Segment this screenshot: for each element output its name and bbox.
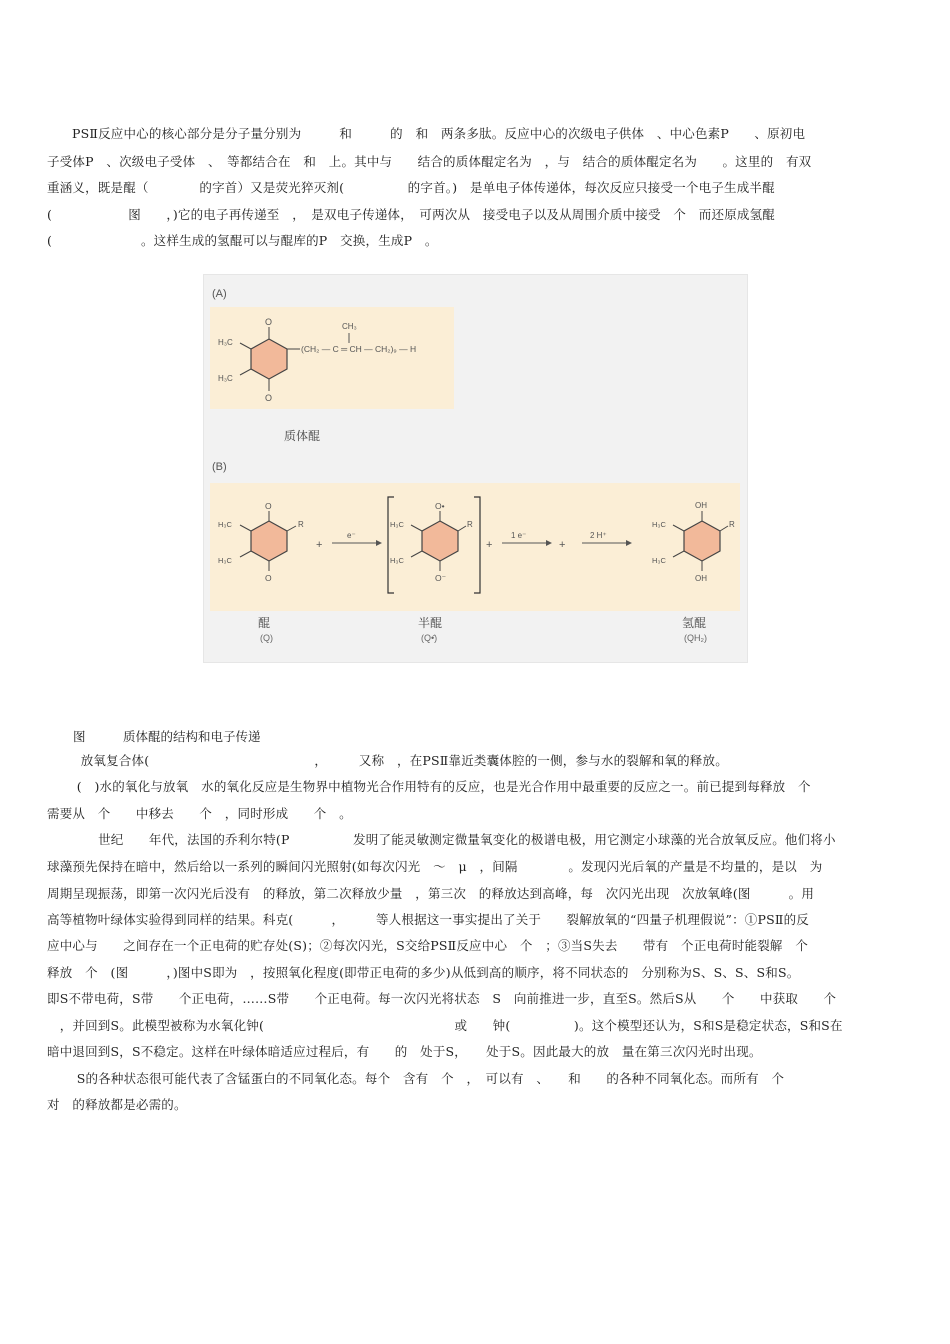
sq-h3c-2: H₃C: [390, 556, 404, 565]
pq-name: 质体醌: [284, 429, 321, 443]
text-line-bottom-2: ( )水的氧化与放氧 水的氧化反应是生物界中植物光合作用特有的反应，也是光合作用中最重要的反应之一。前已提到每释放 个: [64, 779, 811, 794]
text-line-bottom-5: 球藻预先保持在暗中，然后给以一系列的瞬间闪光照射(如每次闪光 ～ μ ，间隔 。发现闪光后氧的产量是不均量的，是以 为: [47, 859, 823, 874]
figure-svg: [204, 275, 747, 662]
text-line-bottom-11: ，并回到S。此模型被称为水氧化钟( 或 钟( )。这个模型还认为，S和S是稳定状态，S和S在: [47, 1018, 843, 1033]
text-line-top-5: ( 。这样生成的氢醌可以与醌库的P 交换，生成P 。: [47, 233, 438, 248]
pq-o-top: O: [265, 317, 273, 327]
qh2-name: 氢醌: [682, 616, 707, 630]
panel-a-label: (A): [212, 288, 227, 300]
arrow-1e-label: 1 e⁻: [511, 531, 527, 540]
sq-name: 半醌: [418, 616, 443, 630]
q-r: R: [298, 520, 304, 529]
pq-o-bottom: O: [265, 393, 273, 403]
q-h3c-2: H₃C: [218, 556, 232, 565]
text-line-bottom-7: 高等植物叶绿体实验得到同样的结果。科克( ， 等人根据这一事实提出了关于 裂解放氧的“四量子机理假说”：①PSⅡ的反: [47, 912, 809, 927]
pq-h3c-2: H₃C: [218, 374, 233, 383]
qh2-h3c-2: H₃C: [652, 556, 666, 565]
sq-h3c-1: H₃C: [390, 520, 404, 529]
text-line-top-1: PSⅡ反应中心的核心部分是分子量分别为 和 的 和 两条多肽。反应中心的次级电子供体 、中心色素P 、原初电: [72, 126, 806, 141]
arrow-e-label: e⁻: [347, 531, 356, 540]
figure-plastoquinone: [203, 274, 748, 663]
q-h3c-1: H₃C: [218, 520, 232, 529]
text-line-bottom-1: 放氧复合体( ， 又称 ，在PSⅡ靠近类囊体腔的一侧，参与水的裂解和氧的释放。: [68, 753, 728, 768]
q-name: 醌: [258, 616, 271, 630]
sq-o-radical: O•: [435, 501, 445, 511]
text-line-bottom-12: 暗中退回到S，S不稳定。这样在叶绿体暗适应过程后，有 的 处于S， 处于S。因此最大的放 量在第三次闪光时出现。: [47, 1044, 762, 1059]
pq-h3c-1: H₃C: [218, 338, 233, 347]
sq-abbr: (Q•̄): [421, 633, 438, 643]
qh2-h3c-1: H₃C: [652, 520, 666, 529]
qh2-r: R: [729, 520, 735, 529]
text-line-bottom-13: S的各种状态很可能代表了含锰蛋白的不同氧化态。每个 含有 个 ， 可以有 、 和 的各种不同氧化态。而所有 个: [64, 1071, 785, 1086]
qh2-abbr: (QH₂): [684, 633, 707, 643]
text-line-bottom-10: 即S不带电荷，S带 个正电荷，……S带 个正电荷。每一次闪光将状态 S 向前推进一步，直至S。然后S从 个 中获取 个: [47, 991, 837, 1006]
arrow-2h-label: 2 H⁺: [590, 531, 607, 540]
q-o-bottom: O: [265, 573, 272, 583]
figure-caption: 图 质体醌的结构和电子传递: [73, 729, 261, 744]
sq-r: R: [467, 520, 473, 529]
q-abbr: (Q): [260, 633, 273, 643]
panel-b-label: (B): [212, 461, 227, 473]
text-line-top-4: ( 图 ，)它的电子再传递至 ， 是双电子传递体， 可两次从 接受电子以及从周围介质中接受 个 而还原成氢醌: [47, 207, 776, 222]
text-line-top-3: 重涵义，既是醌（ 的字首）又是荧光猝灭剂( 的字首。) 是单电子体传递体，每次反应只接受一个电子生成半醌: [47, 180, 775, 195]
plus-3: +: [559, 539, 566, 551]
pq-side-chain: (CH₂ — C ═ CH — CH₂)₉ — H: [301, 344, 417, 354]
qh2-oh-bottom: OH: [695, 574, 707, 583]
text-line-bottom-14: 对 的释放都是必需的。: [47, 1097, 187, 1112]
panel-a-bg: [210, 307, 454, 409]
panel-b-bg: [210, 483, 740, 611]
text-line-bottom-9: 释放 个 (图 ，)图中S即为 ，按照氧化程度(即带正电荷的多少)从低到高的顺序，将不同状态的 分别称为S、S、S、S和S。: [47, 965, 800, 980]
text-line-bottom-4: 世纪 年代，法国的乔利尔特(P 发明了能灵敏测定微量氧变化的极谱电极，用它测定小球藻的光合放氧反应。他们将小: [60, 832, 836, 847]
text-line-top-2: 子受体P 、次级电子受体 、 等都结合在 和 上。其中与 结合的质体醌定名为 ，与 结合的质体醌定名为 。这里的 有双: [47, 154, 812, 169]
text-line-bottom-8: 应中心与 之间存在一个正电荷的贮存处(S)；②每次闪光，S交给PSⅡ反应中心 个 ；③当S失去 带有 个正电荷时能裂解 个: [47, 938, 809, 953]
qh2-oh-top: OH: [695, 501, 707, 510]
text-line-bottom-6: 周期呈现振荡，即第一次闪光后没有 的释放，第二次释放少量 ，第三次 的释放达到高峰，每 次闪光出现 次放氧峰(图 。用: [47, 886, 815, 901]
plus-2: +: [486, 539, 493, 551]
plus-1: +: [316, 539, 323, 551]
text-line-bottom-3: 需要从 个 中移去 个 ，同时形成 个 。: [47, 806, 352, 821]
sq-o-minus: O⁻: [435, 573, 447, 583]
q-o-top: O: [265, 501, 272, 511]
pq-ch3: CH₃: [342, 322, 357, 331]
